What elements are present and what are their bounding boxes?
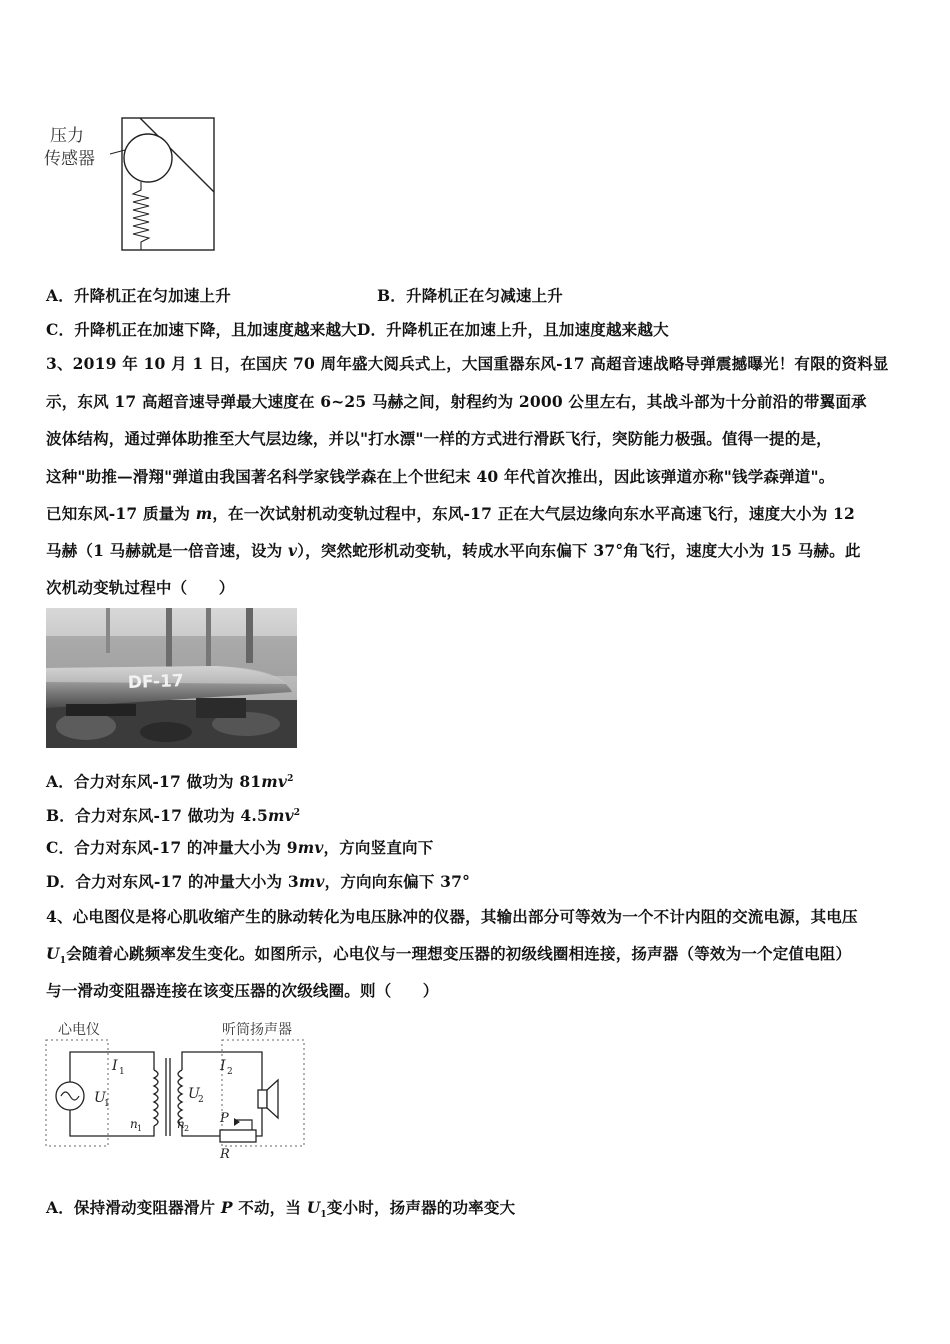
q3-line-2: 示，东风 17 高超音速导弹最大速度在 6~25 马赫之间，射程约为 2000 公里左右，其战斗部为十分前沿的带翼面承: [46, 392, 867, 411]
q3-line-6b: ），突然蛇形机动变轨，转成水平向东偏下 37°角飞行，速度大小为 15 马赫。此: [297, 541, 861, 560]
q3-line-6a: 马赫（1 马赫就是一倍音速，设为: [46, 541, 288, 560]
pressure-sensor-figure: [44, 112, 224, 257]
rheostat-icon: [220, 1130, 256, 1142]
q3-option-c[interactable]: [46, 838, 433, 858]
q3-option-d-text: D．合力对东风-17 的冲量大小为 3: [46, 872, 299, 891]
var-mv: mv: [267, 806, 294, 826]
q2-option-c[interactable]: C．升降机正在加速下降，且加速度越来越大: [46, 320, 357, 339]
q3-option-b-text: B．合力对东风-17 做功为 4.5: [46, 806, 268, 826]
q4-option-a[interactable]: [46, 1198, 515, 1225]
label-U1-sub: 1: [104, 1099, 110, 1109]
sensor-label-1: 压力: [50, 126, 84, 146]
q2-option-b[interactable]: B．升降机正在匀减速上升: [377, 286, 564, 305]
q2-option-d[interactable]: D．升降机正在加速上升，且加速度越来越大: [356, 320, 669, 339]
q4-option-a-text: A．保持滑动变阻器滑片: [46, 1198, 221, 1217]
var-v: v: [287, 541, 298, 560]
var-m: m: [195, 504, 213, 523]
label-ecg: 心电仪: [58, 1022, 100, 1038]
label-U1: U: [94, 1090, 106, 1106]
q4-line-2: [46, 944, 851, 971]
q3-line-7: 次机动变轨过程中（ ）: [46, 578, 235, 597]
label-I1: I: [112, 1058, 118, 1074]
q3-option-d-post: ，方向向东偏下 37°: [324, 872, 471, 891]
q2-option-a[interactable]: [46, 286, 564, 306]
q2-option-a-text: A．升降机正在匀加速上升: [46, 286, 231, 305]
label-n2: n: [177, 1117, 185, 1131]
label-U2: U: [188, 1086, 200, 1102]
q4-line-1: 4、心电图仪是将心肌收缩产生的脉动转化为电压脉冲的仪器，其输出部分可等效为一个不计内阻的交流电源，其电压: [46, 907, 858, 926]
primary-coil-icon: [154, 1070, 158, 1126]
q3-line-4: 这种"助推—滑翔"弹道由我国著名科学家钱学森在上个世纪末 40 年代首次推出，因此该弹道亦称"钱学森弹道"。: [46, 467, 835, 486]
q3-line-5b: ，在一次试射机动变轨过程中，东风-17 正在大气层边缘向东水平高速飞行，速度大小为 12: [212, 504, 855, 523]
sup-2: 2: [287, 774, 294, 784]
var-mv: mv: [261, 772, 288, 792]
q3-option-d[interactable]: [46, 872, 470, 892]
q3-option-c-text: C．合力对东风-17 的冲量大小为 9: [46, 838, 298, 857]
speaker-icon: [267, 1080, 278, 1118]
q4-option-a-post: 变小时，扬声器的功率变大: [326, 1198, 516, 1217]
q3-option-a-text: A．合力对东风-17 做功为 81: [46, 772, 262, 792]
label-n1-sub: 1: [137, 1124, 143, 1133]
q3-line-1: 3、2019 年 10 月 1 日，在国庆 70 周年盛大阅兵式上，大国重器东风-17 高超音速战略导弹震撼曝光！有限的资料显: [46, 354, 889, 373]
q4-option-a-mid: 不动，当: [232, 1198, 307, 1217]
sup-2: 2: [293, 808, 301, 818]
label-n1: n: [130, 1117, 138, 1131]
circuit-diagram: [44, 1018, 324, 1163]
q4-line-3: 与一滑动变阻器连接在该变压器的次级线圈。则（ ）: [46, 981, 439, 1000]
label-R: R: [220, 1147, 230, 1162]
label-P: P: [220, 1111, 229, 1126]
sub-1: 1: [59, 956, 67, 967]
q4-line-2b: 会随着心跳频率发生变化。如图所示，心电仪与一理想变压器的初级线圈相连接，扬声器（等效为一个定值电阻）: [66, 944, 852, 963]
label-U2-sub: 2: [198, 1095, 204, 1105]
var-mv: mv: [298, 872, 325, 891]
df17-photo: [46, 608, 297, 748]
q2-options-cd: [46, 320, 669, 340]
q3-line-6: [46, 541, 861, 561]
q3-option-a[interactable]: [46, 769, 294, 792]
var-mv: mv: [297, 838, 324, 857]
label-I2: I: [220, 1058, 226, 1074]
label-speaker: 听筒扬声器: [222, 1022, 292, 1038]
sub-1: 1: [320, 1210, 327, 1221]
label-I2-sub: 2: [227, 1067, 233, 1077]
var-U: U: [46, 944, 60, 963]
q3-line-3: 波体结构，通过弹体助推至大气层边缘，并以"打水漂"一样的方式进行滑跃飞行，突防能力极强。值得一提的是，: [46, 429, 832, 448]
q3-line-5a: 已知东风-17 质量为: [46, 504, 196, 523]
label-n2-sub: 2: [184, 1124, 190, 1133]
q3-line-5: [46, 504, 855, 524]
label-I1-sub: 1: [119, 1067, 125, 1077]
q3-option-b[interactable]: [46, 803, 300, 826]
df17-label: DF-17: [127, 671, 185, 693]
var-U: U: [306, 1198, 321, 1217]
var-P: P: [220, 1198, 233, 1217]
sensor-label-2: 传感器: [44, 149, 95, 169]
q3-option-c-post: ，方向竖直向下: [323, 838, 434, 857]
